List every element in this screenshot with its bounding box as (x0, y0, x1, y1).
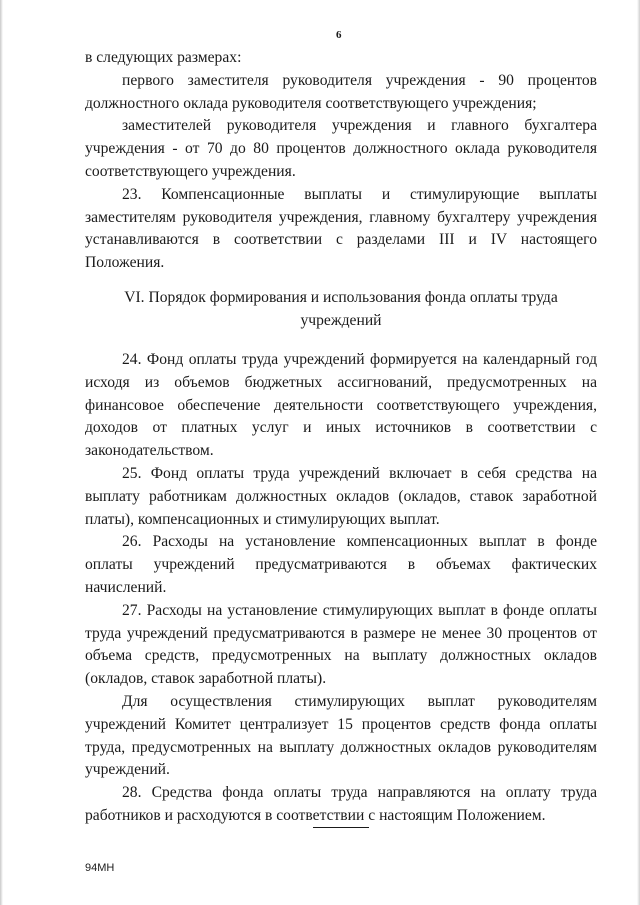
paragraph-28: 28. Средства фонда оплаты труда направляются на оплату труда работников и расходуются в соответствии с настоящим Положением. (85, 784, 597, 824)
bottom-text-block (85, 349, 597, 828)
section-heading (85, 286, 597, 332)
paragraph-26: 26. Расходы на установление компенсационных выплат в фонде оплаты учреждений предусматриваются в объемах фактических начислений. (85, 533, 597, 596)
section-heading-line1: VI. Порядок формирования и использования фонда оплаты труда (124, 289, 558, 306)
end-divider (313, 827, 369, 828)
paragraph-25: 25. Фонд оплаты труда учреждений включает в себя средства на выплату работникам должностных окладов (окладов, ставок заработной платы), компенсационных и стимулирующих выплат. (85, 464, 597, 528)
scan-edge-left (0, 0, 3, 905)
section-heading-line2: учреждений (300, 312, 382, 329)
paragraph-27-continued: Для осуществления стимулирующих выплат руководителям учреждений Комитет централизует 15 процентов средств фонда оплаты труда, предусмотренных на выплату должностных окладов руководителям учреждений. (85, 692, 597, 779)
paragraph-first-deputy: первого заместителя руководителя учреждения - 90 процентов должностного оклада руководителя соответствующего учреждения; (85, 71, 597, 112)
paragraph-23: 23. Компенсационные выплаты и стимулирующие выплаты заместителям руководителя учреждения, главному бухгалтеру учреждения устанавливаются в соответствии с разделами III и IV настоящего Положения. (85, 185, 597, 272)
paragraph-24: 24. Фонд оплаты труда учреждений формируется на календарный год исходя из объемов бюджетных ассигнований, предусмотренных на финансовое обеспечение деятельности соответствующего учреждения, доходов от платных услуг и иных источников в соответствии с законодательством. (85, 351, 597, 460)
paragraph-lead: в следующих размерах: (85, 49, 242, 66)
footer-code: 94МН (85, 862, 115, 874)
page-number: 6 (336, 29, 342, 41)
paragraph-27: 27. Расходы на установление стимулирующих выплат в фонде оплаты труда учреждений предусматриваются в размере не менее 30 процентов от объема средств, предусмотренных на выплату должностных окладов (окладов, ставок заработной платы). (85, 601, 597, 688)
top-text-block (85, 47, 597, 275)
paragraph-deputies: заместителей руководителя учреждения и главного бухгалтера учреждения - от 70 до 80 процентов должностного оклада руководителя соответствующего учреждения. (85, 117, 597, 180)
